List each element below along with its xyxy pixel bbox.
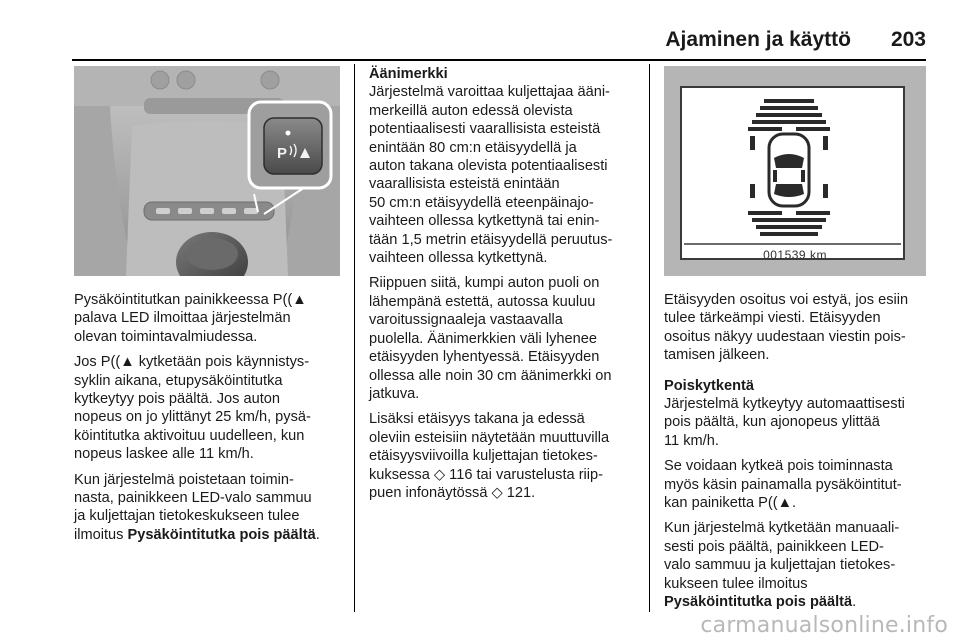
svg-text:P: P	[277, 145, 288, 162]
column-divider-right	[649, 64, 650, 612]
left-column	[74, 291, 346, 551]
distance-display-drawing	[664, 66, 926, 276]
middle-paragraph-2: Riippuen siitä, kumpi auton puoli on lähempänä estettä, autossa kuuluu varoitussignaaleja vastaavalla puolella. Äänimerkkien väli lyhenee etäisyyden lyhentyessä. Etäisyyden ollessa alle noin 30 cm äänimerkki on jatkuva.	[369, 275, 612, 402]
watermark: carmanualsonline.info	[700, 613, 948, 638]
right-column	[664, 291, 936, 619]
right-paragraph-2: Järjestelmä kytkeytyy automaattisesti pois päältä, kun ajonopeus ylittää 11 km/h.	[664, 396, 905, 449]
header-rule	[72, 59, 926, 61]
left-paragraph-1: Pysäköintitutkan painikkeessa P((▲ palava LED ilmoittaa järjestelmän olevan toimintavalmiudessa.	[74, 292, 307, 345]
page-number: 203	[890, 28, 926, 51]
middle-paragraph-3: Lisäksi etäisyys takana ja edessä oleviin esteisiin näytetään muuttuvilla etäisyysviivoilla kuljettajan tietokes- kuksessa ◇ 116 tai varustelusta riip- puen infonäytössä ◇ 121.	[369, 411, 610, 501]
console-button-illustration	[74, 66, 340, 276]
message-text: Pysäköintitutka pois päältä	[127, 526, 316, 543]
section-title: Ajaminen ja käyttö	[665, 28, 851, 51]
right-paragraph-3: Se voidaan kytkeä pois toiminnasta myös käsin painamalla pysäköintitut- kan painiketta P((▲.	[664, 458, 902, 512]
middle-paragraph-1: Järjestelmä varoittaa kuljettajaa ääni- merkeillä auton edessä olevista potentiaalisesti vaarallisista esteistä enintään 80 cm:n etäisyydellä ja auton takana olevista potentiaalisesti vaarallisista esteistä enintään 50 cm:n etäisyydellä eteenpäinajo- vaihteen ollessa kytkettynä tai enin- tään 1,5 metrin etäisyydellä peruutus- vaihteen ollessa kytkettynä.	[369, 84, 613, 267]
heading-sound-signal: Äänimerkki	[369, 66, 448, 82]
right-paragraph-4: Kun järjestelmä kytketään manuaali- sesti pois päältä, painikkeen LED- valo sammuu ja kuljettajan tietokes- kukseen tulee ilmoitus Pysäköintitutka pois päältä.	[664, 520, 900, 611]
heading-switch-off: Poiskytkentä	[664, 377, 755, 394]
right-paragraph-1: Etäisyyden osoitus voi estyä, jos esiin tulee tärkeämpi viesti. Etäisyyden osoitus näkyy uudestaan viestin pois- tamisen jälkeen.	[664, 292, 909, 364]
left-paragraph-2: Jos P((▲ kytketään pois käynnistys- syklin aikana, etupysäköintitutka kytkeytyy pois päältä. Jos auton nopeus on jo ylittänyt 25 km/h, pysä- köintitutka aktivoituu uudelleen, kun nopeus laskee alle 11 km/h.	[74, 354, 311, 463]
page-header	[72, 28, 926, 56]
middle-column	[369, 65, 641, 509]
message-text: Pysäköintitutka pois päältä	[664, 594, 853, 611]
distance-display-illustration	[664, 66, 926, 276]
column-divider-left	[354, 64, 355, 612]
left-paragraph-3: Kun järjestelmä poistetaan toimin- nasta, painikkeen LED-valo sammuu ja kuljettajan tietokeskukseen tulee ilmoitus Pysäköintitutka pois päältä.	[74, 471, 320, 543]
console-button-drawing	[74, 66, 340, 276]
odometer-readout: 001539 km	[763, 248, 827, 262]
